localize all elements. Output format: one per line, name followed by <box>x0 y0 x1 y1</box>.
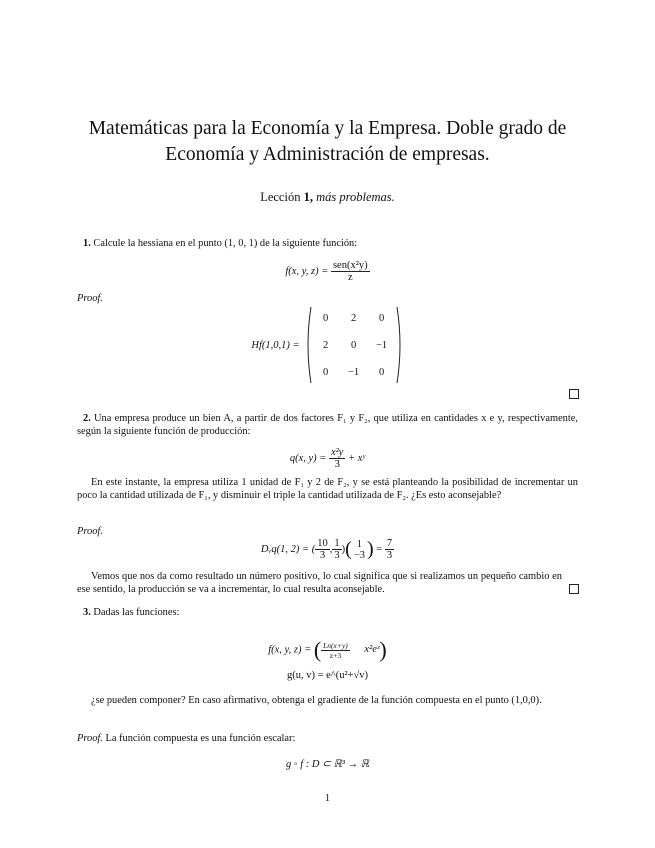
composition-formula: g ◦ f : D ⊂ ℝ³ → ℝ <box>285 759 370 770</box>
right-paren <box>396 306 404 384</box>
matrix-cell: 0 <box>322 312 329 324</box>
matrix-cell: −1 <box>376 339 388 351</box>
proof-label: Proof. <box>77 526 103 537</box>
problem-3-statement: 3. Dadas las funciones: <box>83 607 180 618</box>
matrix-cell: −1 <box>348 366 360 378</box>
matrix-cell: 2 <box>350 312 357 324</box>
function-f-definition: f(x, y, z) = ( $\frac{Ln(x+y)}{z+3}$ x²eᶻ) <box>268 637 387 662</box>
problem-3-question: ¿se pueden componer? En caso afirmativo, obtenga el gradiente de la función compuesta en el punto (1,0,0). <box>91 695 542 706</box>
qed-square-icon <box>569 584 579 594</box>
function-g-definition: g(u, v) = e^(u²+√v) <box>286 670 369 681</box>
hessian-matrix <box>312 313 396 378</box>
left-paren <box>304 306 312 384</box>
problem-3-proof: Proof. La función compuesta es una función escalar: <box>77 733 296 744</box>
proof-label: Proof. <box>77 293 103 304</box>
problem-1-statement: 1. Calcule la hessiana en el punto (1, 0, 1) de la siguiente función: <box>83 238 358 249</box>
fraction: $\frac{\text{x²y}}{3}$ <box>331 447 344 470</box>
problem-1-formula: f(x, y, z) = $\frac{\text{sen(x²y)}}{z}$ <box>285 260 368 283</box>
document-title: Matemáticas para la Economía y la Empresa. Doble grado de Economía y Administración de empresas. <box>88 118 567 165</box>
fraction: $\frac{\text{sen(x²y)}}{z}$ <box>332 260 368 283</box>
matrix-cell: 0 <box>378 366 385 378</box>
fraction: $\frac{1}{3}$ <box>334 538 340 561</box>
directional-derivative: Dᵥq(1, 2) = ( $\frac{10}{3}$ , $\frac{1}{3}$ )( 1 −3 ) = $\frac{7}{3}$ <box>260 538 393 561</box>
matrix-cell: 0 <box>350 339 357 351</box>
production-function: q(x, y) = $\frac{\text{x²y}}{3}$ + xʸ <box>289 447 366 470</box>
column-vector: 1 −3 <box>353 538 365 561</box>
fraction: $\frac{7}{3}$ <box>386 538 393 561</box>
qed-square-icon <box>569 389 579 399</box>
problem-2-statement: 2. Una empresa produce un bien A, a partir de dos factores F₁ y F₂, que utiliza en cantidades x e y, respectivamente, según la siguiente función de producción: <box>77 413 578 438</box>
page-number: 1 <box>324 793 331 804</box>
matrix-cell: 0 <box>322 366 329 378</box>
problem-2-conclusion: Vemos que nos da como resultado un número positivo, lo cual significa que si realizamos un pequeño cambio en ese sentido, la producción se va a incrementar, lo cual resulta aconsejable. <box>77 571 562 596</box>
fraction: $\frac{Ln(x+y)}{z+3}$ <box>323 640 348 660</box>
problem-2-paragraph: En este instante, la empresa utiliza 1 unidad de F₁ y 2 de F₂, y se está planteando la posibilidad de incrementar un poco la cantidad utilizada de F₁, y disminuir el triple la cantidad utilizada de F₂. ¿Es esto aconsejable? <box>77 477 578 502</box>
matrix-cell: 2 <box>322 339 329 351</box>
fraction: $\frac{10}{3}$ <box>317 538 328 561</box>
matrix-cell: 0 <box>378 312 385 324</box>
hessian-equation: Hf(1,0,1) = 0 2 0 2 0 −1 0 −1 0 <box>77 306 578 384</box>
lesson-subtitle: Lección 1, más problemas. <box>260 190 395 204</box>
